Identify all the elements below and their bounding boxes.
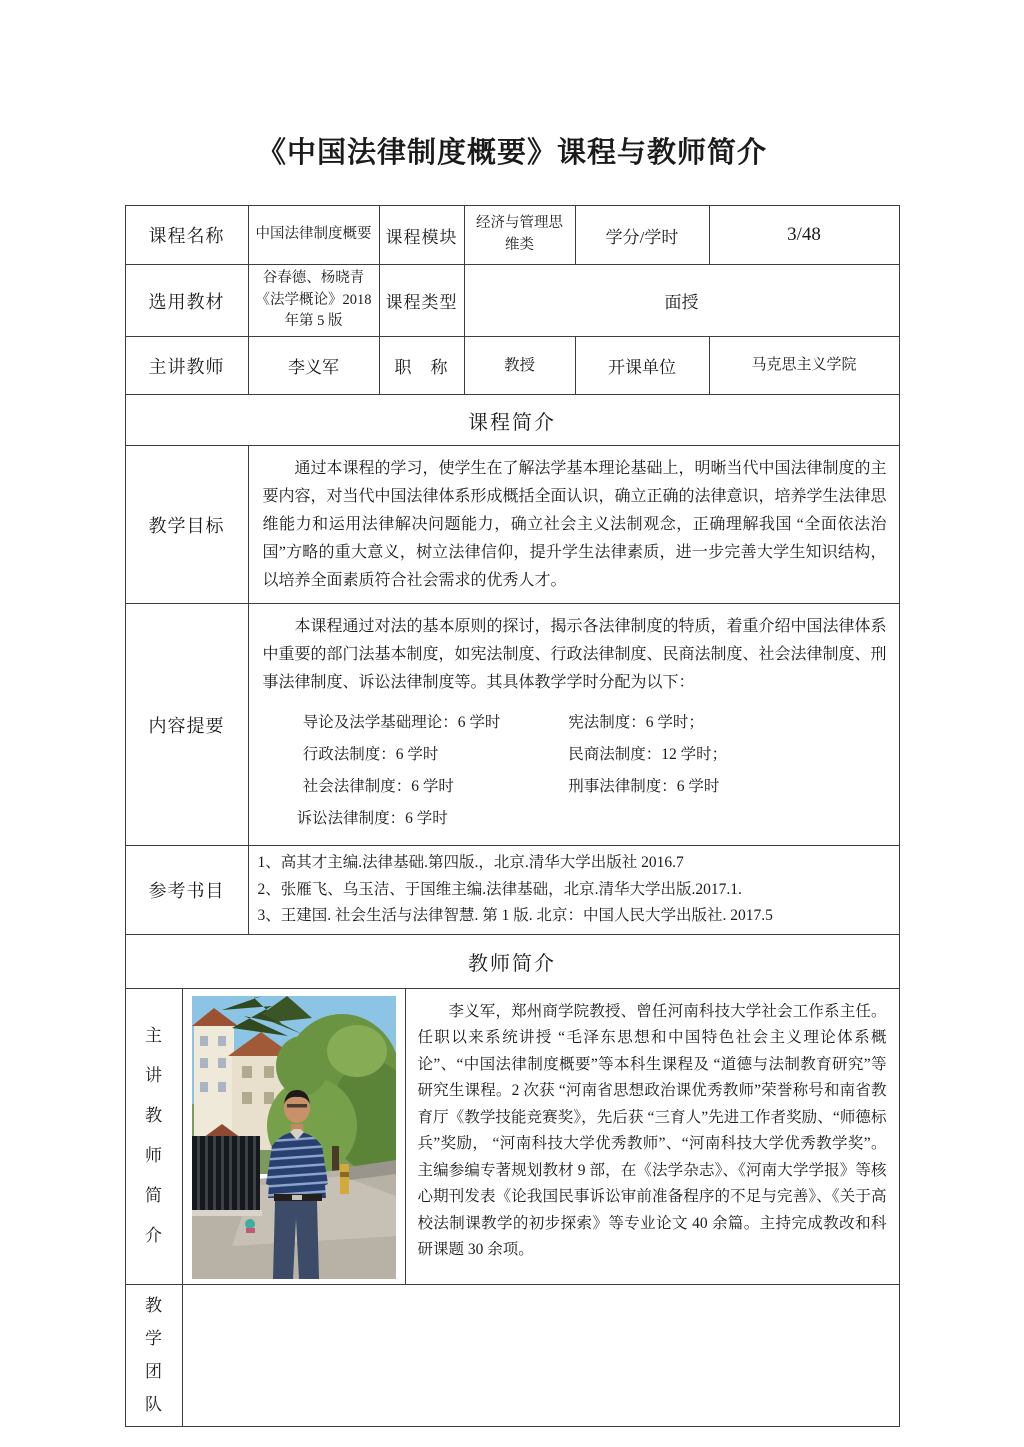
table-row bbox=[125, 265, 899, 337]
credit-hours-label: 学分/学时 bbox=[575, 206, 709, 265]
teacher-photo bbox=[192, 996, 396, 1279]
profile-label-cell bbox=[125, 988, 182, 1284]
reference-item: 1、高其才主编.法律基础.第四版.，北京.清华大学出版社 2016.7 bbox=[257, 854, 684, 871]
course-name-value: 中国法律制度概要 bbox=[248, 206, 379, 265]
summary-label: 内容提要 bbox=[125, 604, 248, 846]
teacher-photo-cell bbox=[182, 988, 405, 1284]
table-row bbox=[125, 604, 899, 846]
objective-text: 通过本课程的学习，使学生在了解法学基本理论基础上，明晰当代中国法律制度的主要内容，对当代中国法律体系形成概括全面认识，确立正确的法律意识，培养学生法律思维能力和运用法律解决问题能力，确立社会主义法制观念，正确理解我国 “全面依法治国”方略的重大意义，树立法律信仰，提升学生法律素质，进一步完善大学生知识结构，以培养全面素质符合社会需求的优秀人才。 bbox=[262, 460, 887, 589]
table-row bbox=[125, 846, 899, 935]
summary-text: 本课程通过对法的基本原则的探讨，揭示各法律制度的特质，着重介绍中国法律体系中重要的部门法基本制度，如宪法制度、行政法律制度、民商法制度、社会法律制度、刑事法律制度、诉讼法律制度等。其具体教学学时分配为以下： bbox=[262, 618, 887, 691]
unit-value: 马克思主义学院 bbox=[709, 337, 899, 395]
teacher-bio-cell bbox=[405, 988, 899, 1284]
objective-label: 教学目标 bbox=[125, 446, 248, 604]
table-row bbox=[125, 206, 899, 265]
hours-allocation-list bbox=[263, 707, 887, 835]
rank-label: 职 称 bbox=[379, 337, 464, 395]
table-row bbox=[125, 934, 899, 988]
teacher-intro-header: 教师简介 bbox=[125, 934, 899, 988]
reference-item: 2、张雁飞、乌玉洁、于国维主编.法律基础，北京.清华大学出版.2017.1. bbox=[257, 880, 742, 898]
hours-item: 行政法制度：6 学时 bbox=[302, 746, 439, 763]
table-row bbox=[125, 337, 899, 395]
course-type-value: 面授 bbox=[464, 265, 899, 337]
course-info-table bbox=[125, 205, 900, 989]
references-label: 参考书目 bbox=[125, 846, 248, 935]
team-label-cell bbox=[125, 1284, 182, 1426]
course-type-label: 课程类型 bbox=[379, 265, 464, 337]
summary-cell bbox=[248, 604, 899, 846]
credit-hours-value: 3/48 bbox=[709, 206, 899, 265]
hours-item: 民商法制度：12 学时； bbox=[568, 746, 728, 763]
course-name-label: 课程名称 bbox=[125, 206, 248, 265]
teacher-label: 主讲教师 bbox=[125, 337, 248, 395]
hours-row bbox=[263, 803, 887, 835]
teacher-intro-table bbox=[125, 988, 900, 1427]
team-label: 教学团队 bbox=[145, 1296, 162, 1414]
hours-item: 导论及法学基础理论：6 学时 bbox=[302, 714, 501, 731]
profile-label: 主讲教师简介 bbox=[145, 1026, 162, 1245]
references-cell bbox=[248, 846, 899, 935]
course-intro-header: 课程简介 bbox=[125, 395, 899, 446]
hours-item bbox=[562, 803, 886, 835]
teacher-bio-text: 李义军，郑州商学院教授、曾任河南科技大学社会工作系主任。任职以来系统讲授 “毛泽东思想和中国特色社会主义理论体系概论”、“中国法律制度概要”等本科生课程及 “道德与法制教育研究”等研究生课程。2 次获 “河南省思想政治课优秀教师”荣誉称号和南省教育厅《教学技能竞赛奖》，先后获 “三育人”先进工作者奖励、“师德标兵”奖励， “河南科技大学优秀教师”、“河南科技大学优秀教学奖”。主编参编专著规划教材 9 部，在《法学杂志》、《河南大学学报》等核心期刊发表《论我国民事诉讼审前准备程序的不足与完善》、《关于高校法制课教学的初步探索》等专业论文 40 余篇。主持完成教改和科研课题 30 余项。 bbox=[417, 1002, 887, 1258]
course-module-label: 课程模块 bbox=[379, 206, 464, 265]
textbook-label: 选用教材 bbox=[125, 265, 248, 337]
team-content-cell bbox=[182, 1284, 899, 1426]
hours-item: 社会法律制度：6 学时 bbox=[302, 778, 454, 795]
textbook-value: 谷春德、杨晓青《法学概论》2018 年第 5 版 bbox=[248, 265, 379, 337]
hours-row bbox=[263, 739, 887, 771]
table-row bbox=[125, 395, 899, 446]
table-row bbox=[125, 988, 899, 1284]
hours-item: 诉讼法律制度：6 学时 bbox=[296, 810, 448, 827]
rank-value: 教授 bbox=[464, 337, 575, 395]
table-row bbox=[125, 446, 899, 604]
objective-cell bbox=[248, 446, 899, 604]
reference-item: 3、王建国. 社会生活与法律智慧. 第 1 版. 北京：中国人民大学出版社. 2017.5 bbox=[257, 907, 773, 924]
course-module-value: 经济与管理思维类 bbox=[464, 206, 575, 265]
table-row bbox=[125, 1284, 899, 1426]
unit-label: 开课单位 bbox=[575, 337, 709, 395]
hours-item: 刑事法律制度：6 学时 bbox=[568, 778, 720, 795]
hours-row bbox=[263, 707, 887, 739]
hours-item: 宪法制度：6 学时； bbox=[568, 714, 704, 731]
hours-row bbox=[263, 771, 887, 803]
page-title: 《中国法律制度概要》课程与教师简介 bbox=[256, 137, 767, 169]
teacher-name: 李义军 bbox=[248, 337, 379, 395]
